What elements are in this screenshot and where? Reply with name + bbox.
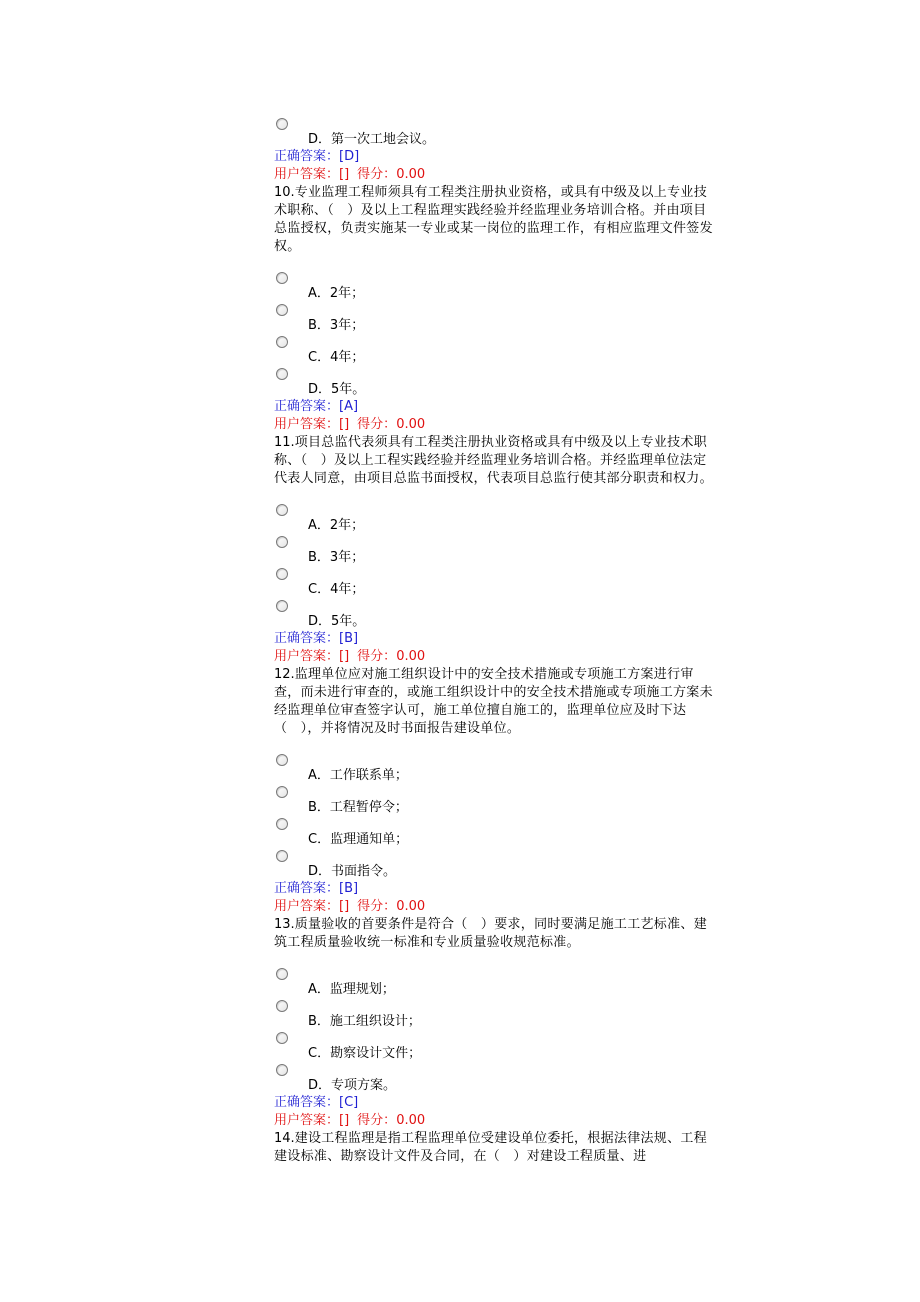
option-row[interactable]	[274, 1030, 714, 1062]
correct-answer-value: [B]	[339, 631, 359, 646]
radio-button[interactable]	[276, 968, 288, 980]
correct-answer-label: 正确答案：	[274, 881, 340, 896]
option-row[interactable]	[274, 502, 714, 534]
option-row[interactable]	[274, 1062, 714, 1094]
radio-button[interactable]	[276, 118, 288, 130]
radio-button[interactable]	[276, 786, 288, 798]
score-label: 得分：	[357, 649, 397, 664]
question-number: 11.	[274, 435, 295, 450]
user-answer-label: 用户答案：	[274, 1113, 340, 1128]
option-text: A．监理规划；	[308, 982, 395, 997]
option-row[interactable]	[274, 752, 714, 784]
score-label: 得分：	[357, 899, 397, 914]
score-value: 0.00	[396, 1113, 426, 1128]
question-text: 监理单位应对施工组织设计中的安全技术措施或专项施工方案进行审查，而未进行审查的，或施工组织设计中的安全技术措施或专项施工方案未经监理单位审查签字认可，施工单位擅自施工的，监理单位应及时下达（ ），并将情况及时书面报告建设单位。	[274, 667, 713, 736]
option-text: B．施工组织设计；	[308, 1014, 421, 1029]
radio-button[interactable]	[276, 336, 288, 348]
option-text: B．3年；	[308, 318, 365, 333]
correct-answer-value: [A]	[339, 399, 359, 414]
user-answer-value: []	[339, 167, 350, 182]
option-row[interactable]	[274, 534, 714, 566]
score-label: 得分：	[357, 417, 397, 432]
radio-button[interactable]	[276, 600, 288, 612]
option-row[interactable]	[274, 366, 714, 398]
question-text: 专业监理工程师须具有工程类注册执业资格，或具有中级及以上专业技术职称、（ ）及以上工程监理实践经验并经监理业务培训合格。并由项目总监授权，负责实施某一专业或某一岗位的监理工作，有相应监理文件签发权。	[274, 185, 713, 254]
question-number: 12.	[274, 667, 295, 682]
option-row[interactable]	[274, 966, 714, 998]
score-value: 0.00	[396, 649, 426, 664]
user-answer-value: []	[339, 1113, 350, 1128]
question-13	[274, 916, 714, 952]
correct-answer	[274, 1094, 714, 1112]
user-answer-label: 用户答案：	[274, 167, 340, 182]
option-text: D．5年。	[308, 382, 366, 397]
correct-answer-value: [C]	[339, 1095, 359, 1110]
option-row[interactable]	[274, 784, 714, 816]
radio-button[interactable]	[276, 368, 288, 380]
score-label: 得分：	[357, 167, 397, 182]
user-answer-value: []	[339, 899, 350, 914]
radio-button[interactable]	[276, 1000, 288, 1012]
user-answer	[274, 898, 714, 916]
option-row[interactable]	[274, 816, 714, 848]
radio-button[interactable]	[276, 504, 288, 516]
user-answer-value: []	[339, 417, 350, 432]
option-text: C．监理通知单；	[308, 832, 409, 847]
user-answer-label: 用户答案：	[274, 417, 340, 432]
correct-answer	[274, 880, 714, 898]
option-row[interactable]	[274, 598, 714, 630]
radio-button[interactable]	[276, 272, 288, 284]
option-row[interactable]	[274, 848, 714, 880]
question-14	[274, 1130, 714, 1166]
radio-button[interactable]	[276, 568, 288, 580]
question-text: 建设工程监理是指工程监理单位受建设单位委托，根据法律法规、工程建设标准、勘察设计文件及合同，在（ ）对建设工程质量、进	[274, 1131, 707, 1164]
score-label: 得分：	[357, 1113, 397, 1128]
user-answer-label: 用户答案：	[274, 649, 340, 664]
score-value: 0.00	[396, 417, 426, 432]
radio-button[interactable]	[276, 818, 288, 830]
correct-answer	[274, 148, 714, 166]
user-answer	[274, 416, 714, 434]
user-answer	[274, 648, 714, 666]
option-text: A．2年；	[308, 518, 365, 533]
option-row[interactable]	[274, 116, 714, 148]
correct-answer-label: 正确答案：	[274, 631, 340, 646]
question-11	[274, 434, 714, 488]
correct-answer-label: 正确答案：	[274, 149, 340, 164]
radio-button[interactable]	[276, 850, 288, 862]
question-text: 项目总监代表须具有工程类注册执业资格或具有中级及以上专业技术职称、（ ）及以上工程实践经验并经监理业务培训合格。并经监理单位法定代表人同意，由项目总监书面授权，代表项目总监行使其部分职责和权力。	[274, 435, 713, 486]
correct-answer-value: [D]	[339, 149, 360, 164]
radio-button[interactable]	[276, 304, 288, 316]
correct-answer-value: [B]	[339, 881, 359, 896]
radio-button[interactable]	[276, 536, 288, 548]
option-text: C．4年；	[308, 350, 365, 365]
score-value: 0.00	[396, 899, 426, 914]
option-row[interactable]	[274, 302, 714, 334]
option-text: D．5年。	[308, 614, 366, 629]
radio-button[interactable]	[276, 1064, 288, 1076]
option-row[interactable]	[274, 334, 714, 366]
option-text: C．勘察设计文件；	[308, 1046, 422, 1061]
radio-button[interactable]	[276, 1032, 288, 1044]
option-row[interactable]	[274, 270, 714, 302]
exam-content	[274, 116, 714, 1166]
correct-answer	[274, 630, 714, 648]
correct-answer-label: 正确答案：	[274, 1095, 340, 1110]
question-number: 10.	[274, 185, 295, 200]
option-text: D．书面指令。	[308, 864, 397, 879]
option-row[interactable]	[274, 998, 714, 1030]
correct-answer-label: 正确答案：	[274, 399, 340, 414]
option-text: A．工作联系单；	[308, 768, 408, 783]
question-number: 13.	[274, 917, 295, 932]
question-text: 质量验收的首要条件是符合（ ）要求，同时要满足施工工艺标准、建筑工程质量验收统一标准和专业质量验收规范标准。	[274, 917, 707, 950]
question-10	[274, 184, 714, 256]
question-number: 14.	[274, 1131, 295, 1146]
option-text: B．3年；	[308, 550, 365, 565]
user-answer-value: []	[339, 649, 350, 664]
user-answer-label: 用户答案：	[274, 899, 340, 914]
radio-button[interactable]	[276, 754, 288, 766]
option-text: C．4年；	[308, 582, 365, 597]
question-12	[274, 666, 714, 738]
user-answer	[274, 166, 714, 184]
user-answer	[274, 1112, 714, 1130]
option-text: D．专项方案。	[308, 1078, 397, 1093]
option-text: A．2年；	[308, 286, 365, 301]
option-row[interactable]	[274, 566, 714, 598]
option-text: B．工程暂停令；	[308, 800, 408, 815]
score-value: 0.00	[396, 167, 426, 182]
correct-answer	[274, 398, 714, 416]
option-text: D．第一次工地会议。	[308, 132, 436, 147]
